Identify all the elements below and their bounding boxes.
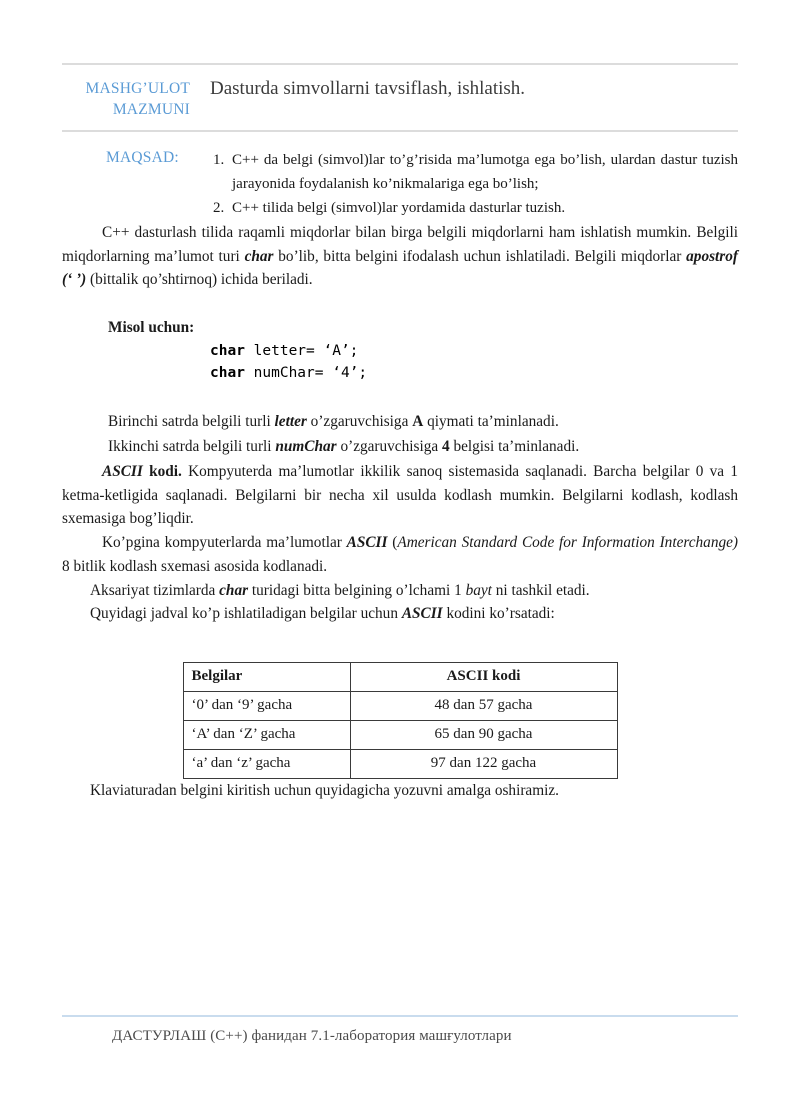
code-line-1-rest: letter= ‘A’;: [244, 342, 359, 359]
quyidagi-text-2: kodini ko’rsatadi:: [442, 605, 555, 623]
aim-list-item: 1. C++ da belgi (simvol)lar to’g’risida ma’lumotga ega bo’lish, ulardan dastur tuzish jarayonida foydalanish ko’nikmalariga ega bo’lish;: [228, 149, 738, 196]
explain2-emphasis-numchar: numChar: [275, 438, 337, 456]
explain2-emphasis-4: 4: [441, 438, 450, 456]
quyidagi-text-1: Quyidagi jadval ko’p ishlatiladigan belgilar uchun: [90, 605, 402, 623]
explanation-block: [62, 410, 738, 460]
table-cell-symbols: ‘a’ dan ‘z’ gacha: [183, 749, 350, 778]
kopgina-emphasis-ascii: ASCII: [346, 534, 388, 552]
intro-text-1: C++ dasturlash tilida raqamli miqdorlar bilan birga belgili miqdorlarni ham ishlatish mumkin. Belgili miqdorlarning ma’lumot turi: [62, 223, 738, 265]
aim-block: [62, 149, 738, 221]
aksariyat-text-2: turidagi bitta belgining o’lchami 1: [248, 581, 466, 599]
header-block: [62, 77, 738, 120]
footer-divider: [62, 1015, 738, 1017]
ascii-table: [183, 662, 618, 779]
klaviatura-paragraph: Klaviaturadan belgini kiritish uchun quyidagicha yozuvni amalga oshiramiz.: [90, 781, 559, 799]
aim-list: [190, 149, 738, 221]
aksariyat-emphasis-bayt: bayt: [465, 581, 492, 599]
kopgina-paragraph: [62, 531, 738, 578]
aim-list-item: 2. C++ tilida belgi (simvol)lar yordamida dasturlar tuzish.: [228, 197, 738, 221]
code-keyword-char: char: [210, 342, 245, 359]
ascii-table-body: [183, 691, 617, 778]
intro-text-3: (bittalik qo’shtirnoq) ichida beriladi.: [86, 271, 313, 289]
table-cell-symbols: ‘A’ dan ‘Z’ gacha: [183, 720, 350, 749]
kopgina-text-3: 8 bitlik kodlash sxemasi asosida kodlanadi.: [62, 557, 328, 575]
table-row: [183, 691, 617, 720]
section-label: [62, 77, 190, 120]
intro-emphasis-char: char: [244, 247, 274, 265]
intro-text-2: bo’lib, bitta belgini ifodalash uchun ishlatiladi. Belgili miqdorlar: [273, 247, 687, 265]
table-row: [183, 720, 617, 749]
ascii-emphasis-ascii: ASCII: [102, 463, 143, 480]
explain1-emphasis-letter: letter: [274, 413, 307, 431]
ascii-paragraph: [62, 460, 738, 531]
code-block: [62, 341, 738, 385]
code-keyword-char: char: [210, 364, 245, 381]
ascii-table-head: [183, 662, 617, 691]
ascii-table-wrapper: [62, 662, 738, 779]
explain2-text-1: Ikkinchi satrda belgili turli: [108, 438, 276, 456]
explain2-text-3: belgisi ta’minlanadi.: [449, 438, 580, 456]
kopgina-text-2: (: [387, 534, 398, 552]
example-label: Misol uchun:: [108, 318, 195, 336]
ascii-text-1: Kompyuterda ma’lumotlar ikkilik sanoq sistemasida saqlanadi. Barcha belgilar 0 va 1 ketma-ketligida saqlanadi. Belgilarni bir necha xil usulda kodlash mumkin. Belgilarni kodlash, kodlash sxemasiga bog’liqdir.: [62, 463, 739, 528]
quyidagi-paragraph: [62, 602, 738, 626]
table-row: [183, 749, 617, 778]
table-header-cell: ASCII kodi: [350, 662, 617, 691]
table-header-row: [183, 662, 617, 691]
table-cell-symbols: ‘0’ dan ‘9’ gacha: [183, 691, 350, 720]
quyidagi-emphasis-ascii: ASCII: [401, 605, 443, 623]
explanation-line-2: [108, 435, 738, 460]
document-page: [0, 63, 800, 1098]
header-divider-top: [62, 63, 738, 65]
footer-text: ДАСТУРЛАШ (С++) фанидан 7.1-лаборатория машғулотлари: [112, 1028, 512, 1044]
table-cell-codes: 65 dan 90 gacha: [350, 720, 617, 749]
aksariyat-emphasis-char: char: [219, 581, 249, 599]
table-cell-codes: 48 dan 57 gacha: [350, 691, 617, 720]
intro-paragraph: [62, 221, 738, 292]
section-label-line1: MASHG’ULOT: [85, 80, 190, 97]
table-header-cell: Belgilar: [183, 662, 350, 691]
code-line-2-rest: numChar= ‘4’;: [244, 364, 368, 381]
explain1-emphasis-a: A: [412, 413, 424, 431]
explain1-text-1: Birinchi satrda belgili turli: [108, 413, 275, 431]
intro-emphasis-apostrof: apostrof (‘ ’): [62, 247, 738, 289]
explain1-text-3: qiymati ta’minlanadi.: [423, 413, 559, 431]
kopgina-emphasis-expansion: American Standard Code for Information Interchange): [397, 534, 739, 552]
table-cell-codes: 97 dan 122 gacha: [350, 749, 617, 778]
aksariyat-text-3: ni tashkil etadi.: [491, 581, 590, 599]
ascii-emphasis-kodi: kodi.: [142, 463, 182, 480]
explanation-line-1: [108, 410, 738, 435]
explain2-text-2: o’zgaruvchisiga: [336, 438, 442, 456]
aksariyat-text-1: Aksariyat tizimlarda: [90, 581, 220, 599]
explain1-text-2: o’zgaruvchisiga: [306, 413, 413, 431]
page-title: Dasturda simvollarni tavsiflash, ishlatish.: [210, 78, 526, 99]
aksariyat-paragraph: [62, 579, 738, 603]
kopgina-text-1: Ko’pgina kompyuterlarda ma’lumotlar: [102, 534, 347, 552]
section-label-line2: MAZMUNI: [112, 100, 190, 118]
aim-label: MAQSAD:: [106, 149, 179, 167]
header-divider-bottom: [62, 130, 738, 132]
